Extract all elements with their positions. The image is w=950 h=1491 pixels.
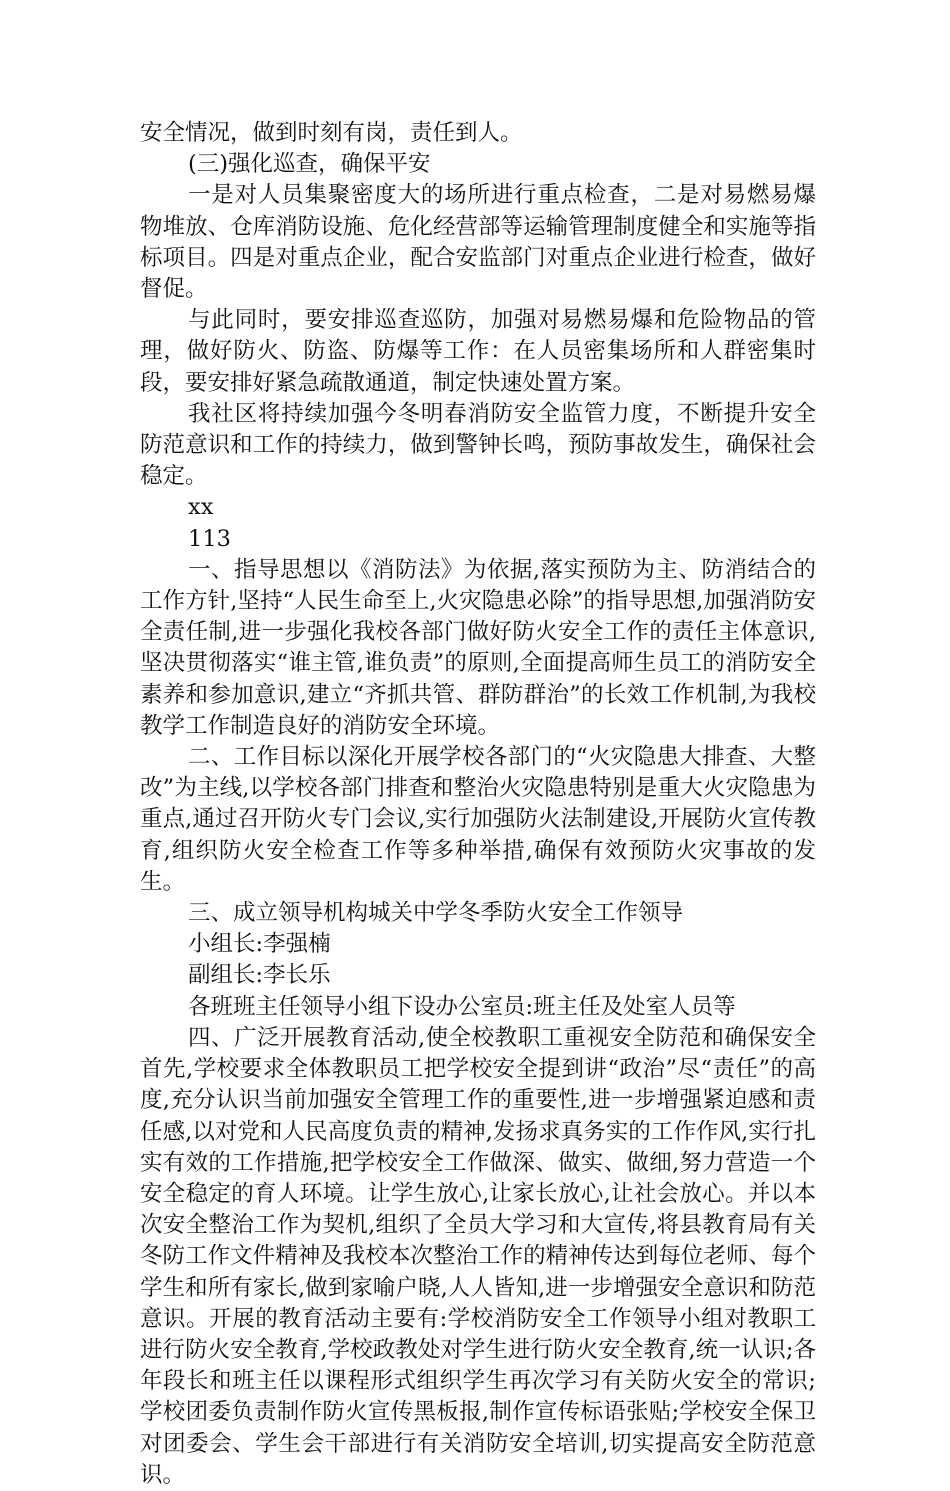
paragraph-community: 我社区将持续加强今冬明春消防安全监管力度，不断提升安全防范意识和工作的持续力，做到警钟长鸣，预防事故发生，确保社会稳定。 <box>140 400 816 490</box>
document-page <box>140 118 816 1491</box>
section-heading-patrol: (三)强化巡查，确保平安 <box>188 151 431 178</box>
paragraph-number: 113 <box>188 525 231 552</box>
paragraph-education: 四、广泛开展教育活动,使全校教职工重视安全防范和确保安全首先,学校要求全体教职员工把学校安全提到讲“政治”尽“责任”的高度,充分认识当前加强安全管理工作的重要性,进一步增强紧迫感和责任感,以对党和人民高度负责的精神,发扬求真务实的工作作风,实行扎实有效的工作措施,把学校安全工作做深、做实、做细,努力营造一个安全稳定的育人环境。让学生放心,让家长放心,让社会放心。并以本次安全整治工作为契机,组织了全员大学习和大宣传,将县教育局有关冬防工作文件精神及我校本次整治工作的精神传达到每位老师、每个学生和所有家长,做到家喻户晓,人人皆知,进一步增强安全意识和防范意识。开展的教育活动主要有:学校消防安全工作领导小组对教职工进行防火安全教育,学校政教处对学生进行防火安全教育,统一认识;各年段长和班主任以课程形式组织学生再次学习有关防火安全的常识;学校团委负责制作防火宣传黑板报,制作宣传标语张贴;学校安全保卫对团委会、学生会干部进行有关消防安全培训,切实提高安全防范意识。 <box>140 1024 816 1488</box>
paragraph-work-goals: 二、工作目标以深化开展学校各部门的“火灾隐患大排查、大整改”为主线,以学校各部门排查和整治火灾隐患特别是重大火灾隐患为重点,通过召开防火专门会议,实行加强防火法制建设,开展防火宣传教育,组织防火安全检查工作等多种举措,确保有效预防火灾事故的发生。 <box>140 744 816 895</box>
paragraph-leadership: 三、成立领导机构城关中学冬季防火安全工作领导 <box>188 900 684 927</box>
paragraph-inspection: 一是对人员集聚密度大的场所进行重点检查，二是对易燃易爆物堆放、仓库消防设施、危化经营部等运输管理制度健全和实施等指标项目。四是对重点企业，配合安监部门对重点企业进行检查，做好督促。 <box>140 182 816 303</box>
paragraph-xx: xx <box>188 494 214 521</box>
paragraph-guiding-ideology: 一、指导思想以《消防法》为依据,落实预防为主、防消结合的工作方针,坚持“人民生命至上,火灾隐患必除”的指导思想,加强消防安全责任制,进一步强化我校各部门做好防火安全工作的责任主体意识,坚决贯彻落实“谁主管,谁负责”的原则,全面提高师生员工的消防安全素养和参加意识,建立“齐抓共管、群防群治”的长效工作机制,为我校教学工作制造良好的消防安全环境。 <box>140 556 816 739</box>
paragraph-patrol: 与此同时，要安排巡查巡防，加强对易燃易爆和危险物品的管理，做好防火、防盗、防爆等工作：在人员密集场所和人群密集时段，要安排好紧急疏散通道，制定快速处置方案。 <box>140 307 816 396</box>
paragraph-deputy-leader: 副组长:李长乐 <box>188 962 331 989</box>
paragraph-continuation: 安全情况，做到时刻有岗，责任到人。 <box>140 120 523 146</box>
paragraph-team-leader: 小组长:李强楠 <box>188 931 331 958</box>
paragraph-office: 各班班主任领导小组下设办公室员:班主任及处室人员等 <box>188 993 736 1020</box>
